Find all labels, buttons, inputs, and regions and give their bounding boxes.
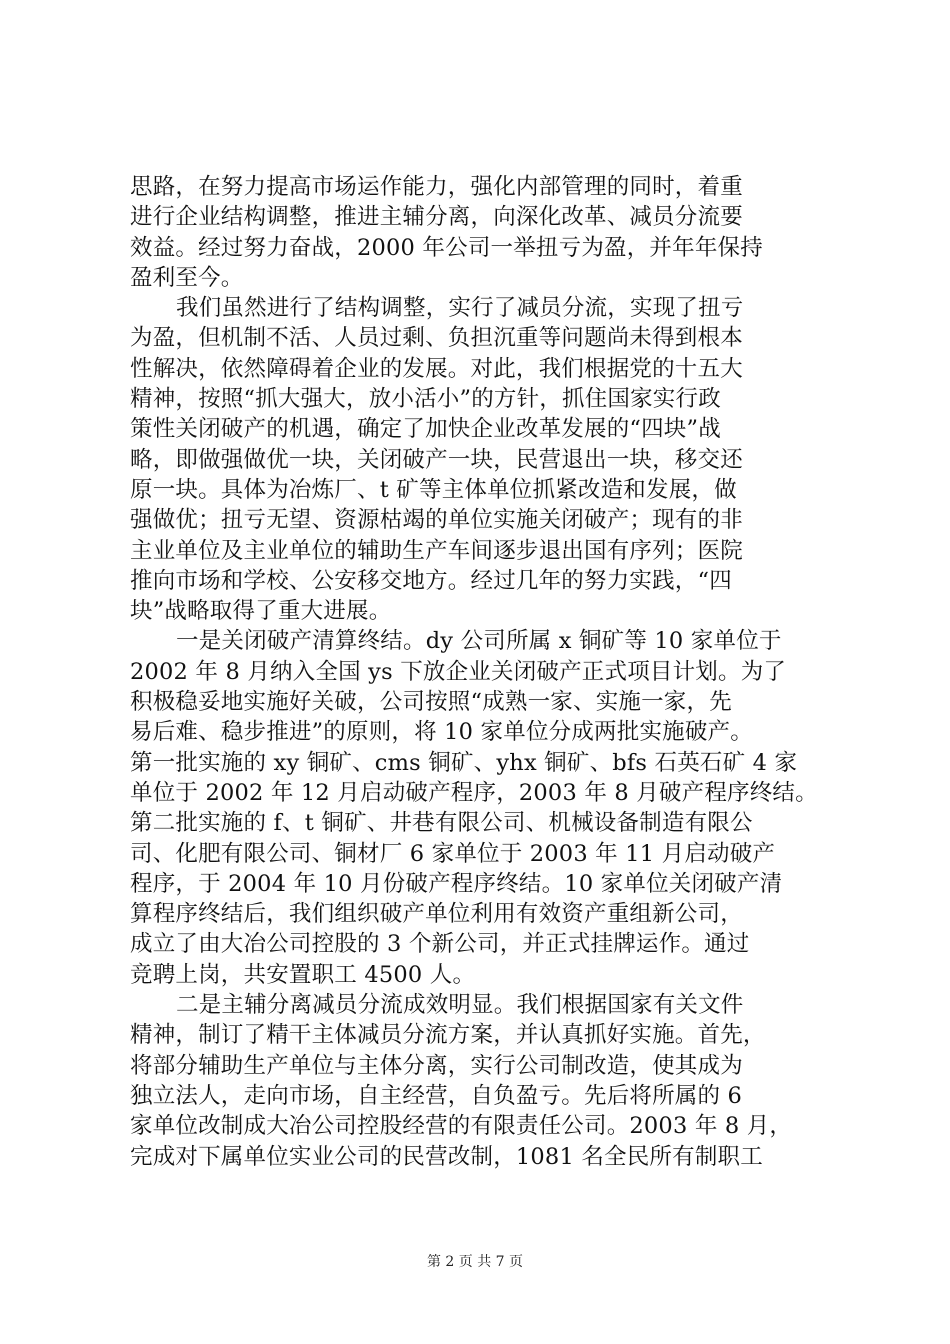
- text-line: 完成对下属单位实业公司的民营改制，1081 名全民所有制职工: [130, 1143, 763, 1170]
- text-line: 司、化肥有限公司、铜材厂 6 家单位于 2003 年 11 月启动破产: [130, 840, 776, 867]
- text-line: 精神，按照“抓大强大，放小活小”的方针，抓住国家实行政: [130, 386, 721, 413]
- text-line: 成立了由大冶公司控股的 3 个新公司，并正式挂牌运作。通过: [130, 931, 750, 958]
- page-footer: 第 2 页 共 7 页: [426, 1254, 524, 1270]
- text-line: 策性关闭破产的机遇，确定了加快企业改革发展的“四块”战: [130, 416, 721, 443]
- text-line: 算程序终结后，我们组织破产单位利用有效资产重组新公司，: [130, 901, 743, 928]
- text-line: 程序，于 2004 年 10 月份破产程序终结。10 家单位关闭破产清: [130, 870, 783, 897]
- text-line: 第一批实施的 xy 铜矿、cms 铜矿、yhx 铜矿、bfs 石英石矿 4 家: [130, 749, 798, 776]
- text-line: 将部分辅助生产单位与主体分离，实行公司制改造，使其成为: [130, 1052, 743, 1079]
- text-line: 推向市场和学校、公安移交地方。经过几年的努力实践，“四: [130, 567, 732, 594]
- text-line: 2002 年 8 月纳入全国 ys 下放企业关闭破产正式项目计划。为了: [130, 658, 787, 685]
- text-line: 盈利至今。: [130, 264, 244, 291]
- text-line: 二是主辅分离减员分流成效明显。我们根据国家有关文件: [176, 992, 744, 1019]
- text-line: 效益。经过努力奋战，2000 年公司一举扭亏为盈，并年年保持: [130, 234, 763, 261]
- text-line: 主业单位及主业单位的辅助生产车间逐步退出国有序列；医院: [130, 537, 743, 564]
- text-line: 第二批实施的 f、t 铜矿、井巷有限公司、机械设备制造有限公: [130, 810, 753, 837]
- text-line: 独立法人，走向市场，自主经营，自负盈亏。先后将所属的 6: [130, 1082, 743, 1109]
- text-line: 家单位改制成大冶公司控股经营的有限责任公司。2003 年 8 月，: [130, 1113, 793, 1140]
- text-line: 块”战略取得了重大进展。: [130, 598, 392, 625]
- text-line: 积极稳妥地实施好关破，公司按照“成熟一家、实施一家，先: [130, 689, 732, 716]
- text-line: 略，即做强做优一块，关闭破产一块，民营退出一块，移交还: [130, 446, 743, 473]
- text-line: 性解决，依然障碍着企业的发展。对此，我们根据党的十五大: [130, 355, 743, 382]
- text-line: 一是关闭破产清算终结。dy 公司所属 x 铜矿等 10 家单位于: [176, 628, 782, 655]
- text-line: 强做优；扭亏无望、资源枯竭的单位实施关闭破产；现有的非: [130, 507, 743, 534]
- text-line: 我们虽然进行了结构调整，实行了减员分流，实现了扭亏: [176, 295, 744, 322]
- text-line: 单位于 2002 年 12 月启动破产程序，2003 年 8 月破产程序终结。: [130, 779, 818, 806]
- text-line: 原一块。具体为冶炼厂、t 矿等主体单位抓紧改造和发展，做: [130, 476, 737, 503]
- text-line: 精神，制订了精干主体减员分流方案，并认真抓好实施。首先，: [130, 1022, 766, 1049]
- text-line: 进行企业结构调整，推进主辅分离，向深化改革、减员分流要: [130, 204, 743, 231]
- text-line: 易后难、稳步推进”的原则，将 10 家单位分成两批实施破产。: [130, 719, 753, 746]
- text-line: 为盈，但机制不活、人员过剩、负担沉重等问题尚未得到根本: [130, 325, 743, 352]
- text-line: 竞聘上岗，共安置职工 4500 人。: [130, 961, 476, 988]
- text-line: 思路，在努力提高市场运作能力，强化内部管理的同时，着重: [130, 174, 743, 200]
- document-body: [130, 172, 830, 1172]
